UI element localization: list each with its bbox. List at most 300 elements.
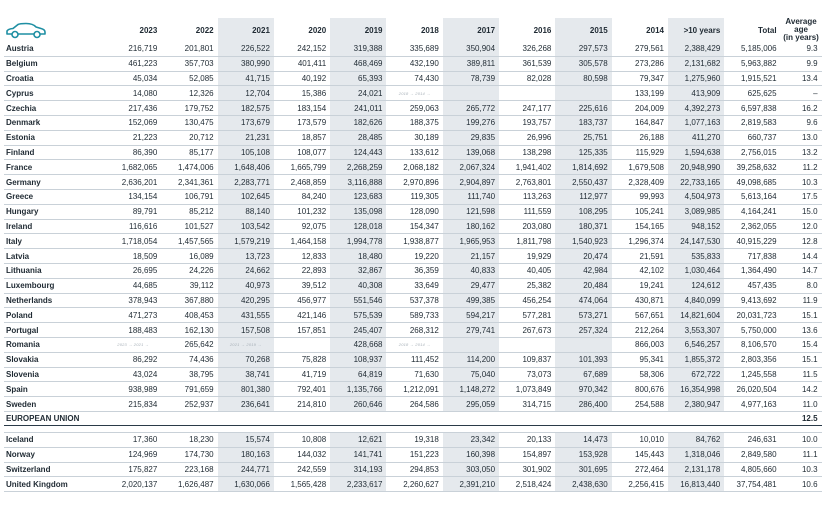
value-cell: 245,407 [330,323,386,338]
value-cell: 428,668 [330,337,386,352]
average-age: 11.1 [781,447,822,462]
value-cell: 389,811 [443,56,499,71]
table-row [4,42,822,56]
value-cell: 20,474 [555,249,611,264]
value-cell: 40,973 [218,278,274,293]
value-cell: 1,275,960 [668,71,724,86]
value-cell: 432,190 [386,56,442,71]
value-cell: 40,833 [443,263,499,278]
value-cell: 151,223 [386,447,442,462]
value-cell: 801,380 [218,382,274,397]
table-row [4,367,822,382]
average-age: 13.0 [781,130,822,145]
value-cell: 21,231 [218,130,274,145]
table-row [4,145,822,160]
value-cell: 164,847 [612,115,668,130]
value-cell: 1,296,374 [612,234,668,249]
value-cell: 1,457,565 [161,234,217,249]
country-name: Estonia [4,130,105,145]
average-age: 12.0 [781,219,822,234]
value-cell: 52,085 [161,71,217,86]
value-cell: 2,260,627 [386,477,442,492]
country-name: Finland [4,145,105,160]
value-cell: 124,969 [105,447,161,462]
value-cell: 108,077 [274,145,330,160]
value-cell: 15,574 [218,432,274,447]
value-cell: 20,031,723 [724,308,780,323]
average-age: 13.6 [781,323,822,338]
value-cell: 26,996 [499,130,555,145]
value-cell: 74,430 [386,71,442,86]
value-cell: 2,131,178 [668,462,724,477]
value-cell [499,86,555,101]
country-name: Lithuania [4,263,105,278]
country-name: Ireland [4,219,105,234]
value-cell: 2,904,897 [443,175,499,190]
value-cell: 36,359 [386,263,442,278]
value-cell [443,337,499,352]
average-age: 15.4 [781,337,822,352]
value-cell: 4,504,973 [668,189,724,204]
value-cell: 40,308 [330,278,386,293]
value-cell: 430,871 [612,293,668,308]
country-name: Switzerland [4,462,105,477]
value-cell: 301,902 [499,462,555,477]
value-cell: 6,546,257 [668,337,724,352]
value-cell: 18,509 [105,249,161,264]
value-cell: 431,555 [218,308,274,323]
value-cell: 2,380,947 [668,397,724,412]
value-cell: 188,483 [105,323,161,338]
value-cell: 456,977 [274,293,330,308]
value-cell: 39,112 [161,278,217,293]
value-cell: 40,915,229 [724,234,780,249]
value-cell: 203,080 [499,219,555,234]
value-cell: 108,295 [555,204,611,219]
value-cell: 226,522 [218,42,274,56]
value-cell: 938,989 [105,382,161,397]
value-cell: 2,803,356 [724,352,780,367]
value-cell: 2,068,182 [386,160,442,175]
country-name: Luxembourg [4,278,105,293]
value-cell: 236,641 [218,397,274,412]
value-cell: 1,665,799 [274,160,330,175]
value-cell: 182,575 [218,101,274,116]
value-cell: 2,550,437 [555,175,611,190]
value-cell: 173,679 [218,115,274,130]
value-cell: 471,273 [105,308,161,323]
table-row [4,204,822,219]
value-cell: 67,689 [555,367,611,382]
value-cell: 175,827 [105,462,161,477]
value-cell: 212,264 [612,323,668,338]
country-name: Cyprus [4,86,105,101]
value-cell: 361,539 [499,56,555,71]
value-cell: 24,226 [161,263,217,278]
table-row [4,189,822,204]
value-cell: 71,630 [386,367,442,382]
col-2021: 2021 [218,18,274,42]
value-cell: 12,833 [274,249,330,264]
value-cell: 22,733,165 [668,175,724,190]
table-row [4,278,822,293]
average-age: 8.0 [781,278,822,293]
value-cell: 33,649 [386,278,442,293]
value-cell: 791,659 [161,382,217,397]
value-cell: 13,723 [218,249,274,264]
value-cell: 272,464 [612,462,668,477]
value-cell: 265,642 [161,337,217,352]
value-cell: 112,977 [555,189,611,204]
value-cell: 17,360 [105,432,161,447]
value-cell: 105,108 [218,145,274,160]
value-cell: 225,616 [555,101,611,116]
value-cell: 2,233,617 [330,477,386,492]
value-cell: 39,258,632 [724,160,780,175]
average-age: 14.7 [781,263,822,278]
value-cell: 242,152 [274,42,330,56]
value-cell: 257,324 [555,323,611,338]
value-cell: 78,739 [443,71,499,86]
value-cell: 380,990 [218,56,274,71]
value-cell: 113,263 [499,189,555,204]
country-name: France [4,160,105,175]
value-cell: 244,771 [218,462,274,477]
value-cell: 45,034 [105,71,161,86]
value-cell: 1,814,692 [555,160,611,175]
value-cell: 174,730 [161,447,217,462]
value-cell: 401,411 [274,56,330,71]
average-age: 16.2 [781,101,822,116]
value-cell: 106,791 [161,189,217,204]
value-cell: 1,915,521 [724,71,780,86]
avg-header-line1: Average age [785,17,817,34]
value-cell: 180,162 [443,219,499,234]
value-cell: 286,400 [555,397,611,412]
average-age: 15.1 [781,308,822,323]
value-cell: 2,756,015 [724,145,780,160]
value-cell: 223,168 [161,462,217,477]
value-cell: 162,130 [161,323,217,338]
value-cell: 242,559 [274,462,330,477]
value-cell: 19,241 [612,278,668,293]
value-cell: 4,805,660 [724,462,780,477]
value-cell: 15,386 [274,86,330,101]
value-cell: 594,217 [443,308,499,323]
value-cell: 279,561 [612,42,668,56]
avg-header-line2: (in years) [783,33,819,42]
average-age: 14.4 [781,249,822,264]
average-age: 14.2 [781,382,822,397]
country-name: Netherlands [4,293,105,308]
table-row [4,249,822,264]
value-cell: 314,715 [499,397,555,412]
table-row [4,447,822,462]
value-cell: 183,154 [274,101,330,116]
value-cell: 800,676 [612,382,668,397]
value-cell: 567,651 [612,308,668,323]
value-cell: 101,393 [555,352,611,367]
value-cell: 1,464,158 [274,234,330,249]
table-row [4,477,822,492]
value-cell: 14,473 [555,432,611,447]
value-cell: 18,857 [274,130,330,145]
value-cell: 456,254 [499,293,555,308]
col-2020: 2020 [308,25,327,35]
value-cell: 1,679,508 [612,160,668,175]
value-cell: 21,591 [612,249,668,264]
eu-label: EUROPEAN UNION [4,411,781,425]
vehicle-age-table [4,18,822,492]
value-cell: 16,813,440 [668,477,724,492]
value-cell: 26,020,504 [724,382,780,397]
value-cell: 70,268 [218,352,274,367]
value-cell: 86,292 [105,352,161,367]
value-cell: 214,810 [274,397,330,412]
value-cell: 138,298 [499,145,555,160]
car-icon [4,18,105,42]
average-age: 9.3 [781,42,822,56]
value-cell: 128,018 [330,219,386,234]
average-age: 11.5 [781,367,822,382]
eu-total [4,411,822,432]
value-cell: 294,853 [386,462,442,477]
value-cell: 201,801 [161,42,217,56]
value-cell: 246,631 [724,432,780,447]
value-cell: 135,098 [330,204,386,219]
average-age: 13.4 [781,71,822,86]
value-cell: 193,757 [499,115,555,130]
value-cell: 1,579,219 [218,234,274,249]
value-cell: 1,965,953 [443,234,499,249]
value-cell: 29,835 [443,130,499,145]
value-cell: 2,067,324 [443,160,499,175]
col-2022: 2022 [195,25,214,35]
value-cell: 2023 → 2021 → [105,337,161,352]
value-cell: 297,573 [555,42,611,56]
value-cell: 160,398 [443,447,499,462]
value-cell: 65,393 [330,71,386,86]
value-cell: 101,232 [274,204,330,219]
value-cell: 1,212,091 [386,382,442,397]
value-cell: 157,508 [218,323,274,338]
value-cell: 182,626 [330,115,386,130]
value-cell: 499,385 [443,293,499,308]
value-cell: 3,553,307 [668,323,724,338]
value-cell: 101,527 [161,219,217,234]
value-cell: 24,662 [218,263,274,278]
value-cell: 130,475 [161,115,217,130]
average-age: 12.8 [781,234,822,249]
value-cell: 20,484 [555,278,611,293]
value-cell: 948,152 [668,219,724,234]
value-cell: 2018 → 2014 → [386,86,442,101]
value-cell: 95,341 [612,352,668,367]
value-cell: 144,032 [274,447,330,462]
value-cell: 1,938,877 [386,234,442,249]
value-cell: 1,718,054 [105,234,161,249]
value-cell: 2,362,055 [724,219,780,234]
average-age: 10.6 [781,477,822,492]
value-cell: 1,073,849 [499,382,555,397]
value-cell: 14,821,604 [668,308,724,323]
value-cell: 2,328,409 [612,175,668,190]
value-cell: 124,443 [330,145,386,160]
value-cell: 5,963,882 [724,56,780,71]
value-cell: 254,588 [612,397,668,412]
value-cell: 461,223 [105,56,161,71]
value-cell: 111,559 [499,204,555,219]
value-cell: 1,994,778 [330,234,386,249]
value-cell: 1,245,558 [724,367,780,382]
value-cell: 111,452 [386,352,442,367]
value-cell: 82,028 [499,71,555,86]
value-cell: 141,741 [330,447,386,462]
value-cell: 1,030,464 [668,263,724,278]
col-2017: 2017 [443,18,499,42]
value-cell: 2,763,801 [499,175,555,190]
value-cell: 18,480 [330,249,386,264]
value-cell: 173,579 [274,115,330,130]
value-cell: 537,378 [386,293,442,308]
country-name: Spain [4,382,105,397]
value-cell: 357,703 [161,56,217,71]
average-age: 15.1 [781,352,822,367]
value-cell: 217,436 [105,101,161,116]
table-row [4,293,822,308]
value-cell: 25,751 [555,130,611,145]
value-cell: 26,188 [612,130,668,145]
value-cell: 92,075 [274,219,330,234]
value-cell: 1,811,798 [499,234,555,249]
value-cell: 84,762 [668,432,724,447]
col-2014: 2014 [646,25,664,35]
col-2016: 2016 [533,25,552,35]
value-cell: 350,904 [443,42,499,56]
value-cell: 88,140 [218,204,274,219]
value-cell: 28,485 [330,130,386,145]
value-cell: 105,241 [612,204,668,219]
value-cell: 2021 → 2019 → [218,337,274,352]
table-row [4,56,822,71]
value-cell: 12,704 [218,86,274,101]
value-cell: 121,598 [443,204,499,219]
value-cell: 119,305 [386,189,442,204]
value-cell: 264,586 [386,397,442,412]
value-cell: 22,893 [274,263,330,278]
average-age: 9.9 [781,56,822,71]
table-row [4,432,822,447]
average-age: – [781,86,822,101]
value-cell: 74,436 [161,352,217,367]
average-age: 17.5 [781,189,822,204]
value-cell: 575,539 [330,308,386,323]
value-cell: 468,469 [330,56,386,71]
value-cell: 32,867 [330,263,386,278]
value-cell: 305,578 [555,56,611,71]
value-cell: 188,375 [386,115,442,130]
value-cell: 111,740 [443,189,499,204]
value-cell: 573,271 [555,308,611,323]
value-cell: 319,388 [330,42,386,56]
value-cell: 265,772 [443,101,499,116]
col-average-age [781,18,822,42]
value-cell: 457,435 [724,278,780,293]
value-cell: 295,059 [443,397,499,412]
value-cell: 625,625 [724,86,780,101]
value-cell: 717,838 [724,249,780,264]
table-row [4,337,822,352]
eu-total-row [4,411,822,425]
value-cell: 154,347 [386,219,442,234]
country-name: Portugal [4,323,105,338]
value-cell: 866,003 [612,337,668,352]
value-cell: 2,518,424 [499,477,555,492]
value-cell: 123,683 [330,189,386,204]
table-row [4,160,822,175]
value-cell: 25,382 [499,278,555,293]
value-cell: 180,371 [555,219,611,234]
value-cell: 125,335 [555,145,611,160]
value-cell: 1,318,046 [668,447,724,462]
average-age: 10.3 [781,175,822,190]
value-cell: 2,131,682 [668,56,724,71]
value-cell: 301,695 [555,462,611,477]
value-cell: 40,192 [274,71,330,86]
value-cell: 3,116,888 [330,175,386,190]
table-row [4,323,822,338]
value-cell: 152,069 [105,115,161,130]
value-cell: 124,612 [668,278,724,293]
value-cell [274,337,330,352]
country-name: Slovenia [4,367,105,382]
header-row [4,18,822,42]
value-cell: 139,068 [443,145,499,160]
table-row [4,352,822,367]
value-cell: 1,077,163 [668,115,724,130]
col-total: Total [758,25,777,35]
value-cell: 154,897 [499,447,555,462]
value-cell: 2,341,361 [161,175,217,190]
value-cell: 12,621 [330,432,386,447]
value-cell: 24,147,530 [668,234,724,249]
value-cell: 10,010 [612,432,668,447]
average-age: 9.6 [781,115,822,130]
value-cell: 5,185,006 [724,42,780,56]
value-cell: 26,695 [105,263,161,278]
value-cell: 19,929 [499,249,555,264]
table-row [4,263,822,278]
value-cell: 660,737 [724,130,780,145]
value-cell: 411,270 [668,130,724,145]
value-cell: 2,268,259 [330,160,386,175]
value-cell: 335,689 [386,42,442,56]
value-cell: 157,851 [274,323,330,338]
value-cell: 1,474,006 [161,160,217,175]
value-cell: 64,819 [330,367,386,382]
value-cell [499,337,555,352]
value-cell: 39,512 [274,278,330,293]
value-cell: 108,937 [330,352,386,367]
value-cell: 180,163 [218,447,274,462]
value-cell: 216,719 [105,42,161,56]
value-cell: 8,106,570 [724,337,780,352]
value-cell: 421,146 [274,308,330,323]
value-cell: 41,715 [218,71,274,86]
value-cell: 2,020,137 [105,477,161,492]
value-cell: 84,240 [274,189,330,204]
value-cell: 2,636,201 [105,175,161,190]
